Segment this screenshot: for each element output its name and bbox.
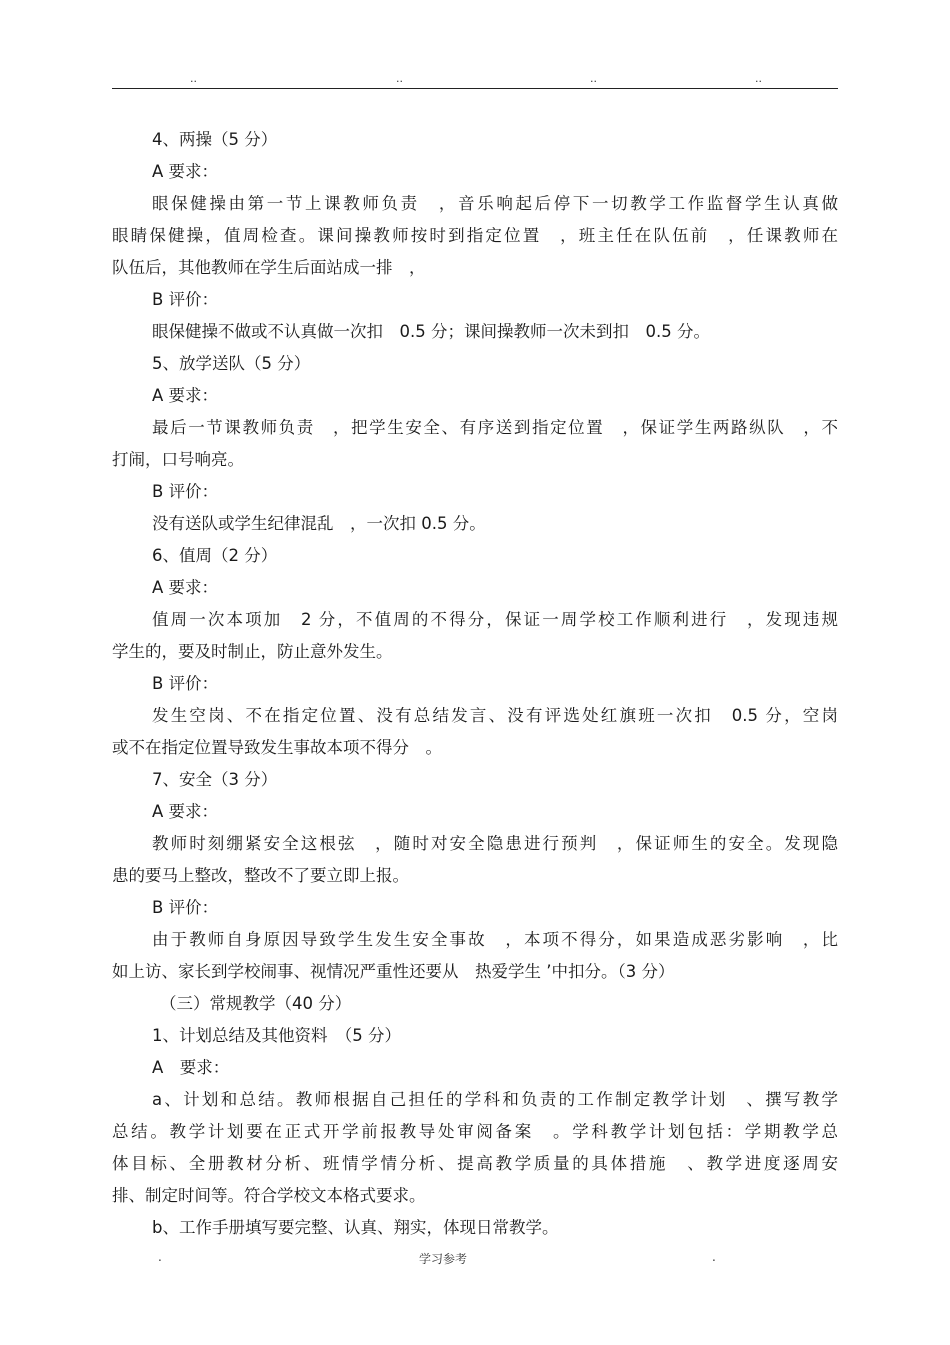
text-line: 没有送队或学生纪律混乱 ，一次扣 0.5 分。 — [152, 514, 486, 533]
text-line: 教师时刻绷紧安全这根弦 ，随时对安全隐患进行预判 ，保证师生的安全。发现隐 — [152, 834, 838, 853]
header-dot: .. — [396, 72, 403, 85]
text-line: A 要求： — [152, 578, 219, 597]
text-line: 4、两操（5 分） — [152, 130, 278, 149]
text-line: 眼保健操不做或不认真做一次扣 0.5 分；课间操教师一次未到扣 0.5 分。 — [152, 322, 710, 341]
text-line: B 评价： — [152, 290, 219, 309]
text-line: 打闹，口号响亮。 — [112, 450, 244, 469]
text-line: A 要求： — [152, 386, 219, 405]
footer-left-mark: . — [158, 1250, 162, 1264]
document-body — [112, 124, 838, 1244]
text-line: 发生空岗、不在指定位置、没有总结发言、没有评选处红旗班一次扣 0.5 分，空岗 — [152, 706, 838, 725]
text-line: 患的要马上整改，整改不了要立即上报。 — [112, 866, 409, 885]
text-line: 排、制定时间等。符合学校文本格式要求。 — [112, 1186, 426, 1205]
text-line: 最后一节课教师负责 ，把学生安全、有序送到指定位置 ，保证学生两路纵队 ，不 — [152, 418, 838, 437]
text-line: 眼睛保健操，值周检查。课间操教师按时到指定位置 ，班主任在队伍前 ，任课教师在 — [112, 226, 838, 245]
text-line: 6、值周（2 分） — [152, 546, 278, 565]
text-line: 值周一次本项加 2 分，不值周的不得分，保证一周学校工作顺利进行 ，发现违规 — [152, 610, 838, 629]
text-line: A 要求： — [152, 162, 219, 181]
text-line: 学生的，要及时制止，防止意外发生。 — [112, 642, 393, 661]
text-line: 1、计划总结及其他资料 （5 分） — [152, 1026, 401, 1045]
text-line: （三）常规教学（40 分） — [160, 994, 352, 1013]
header-dot: .. — [590, 72, 597, 85]
text-line: b、工作手册填写要完整、认真、翔实，体现日常教学。 — [152, 1218, 559, 1237]
text-line: a、计划和总结。教师根据自己担任的学科和负责的工作制定教学计划 、撰写教学 — [152, 1090, 838, 1109]
text-line: 7、安全（3 分） — [152, 770, 278, 789]
text-line: 由于教师自身原因导致学生发生安全事故 ，本项不得分，如果造成恶劣影响 ，比 — [152, 930, 838, 949]
header-rule — [112, 88, 838, 89]
text-line: 5、放学送队（5 分） — [152, 354, 311, 373]
text-line: A 要求： — [152, 1058, 230, 1077]
text-line: 或不在指定位置导致发生事故本项不得分 。 — [112, 738, 442, 757]
footer-right-mark: . — [712, 1250, 716, 1264]
text-line: 眼保健操由第一节上课教师负责 ，音乐响起后停下一切教学工作监督学生认真做 — [152, 194, 838, 213]
text-line: 队伍后，其他教师在学生后面站成一排 ， — [112, 258, 426, 277]
header-dot: .. — [190, 72, 197, 85]
text-line: B 评价： — [152, 482, 219, 501]
text-line: B 评价： — [152, 674, 219, 693]
text-line: 总结。教学计划要在正式开学前报教导处审阅备案 。学科教学计划包括：学期教学总 — [112, 1122, 838, 1141]
text-line: B 评价： — [152, 898, 219, 917]
header-dot: .. — [755, 72, 762, 85]
text-line: A 要求： — [152, 802, 219, 821]
text-line: 体目标、全册教材分析、班情学情分析、提高教学质量的具体措施 、教学进度逐周安 — [112, 1154, 838, 1173]
text-line: 如上访、家长到学校闹事、视情况严重性还要从 热爱学生 ’中扣分。（3 分） — [112, 962, 675, 981]
footer-caption: 学习参考 — [419, 1252, 468, 1266]
